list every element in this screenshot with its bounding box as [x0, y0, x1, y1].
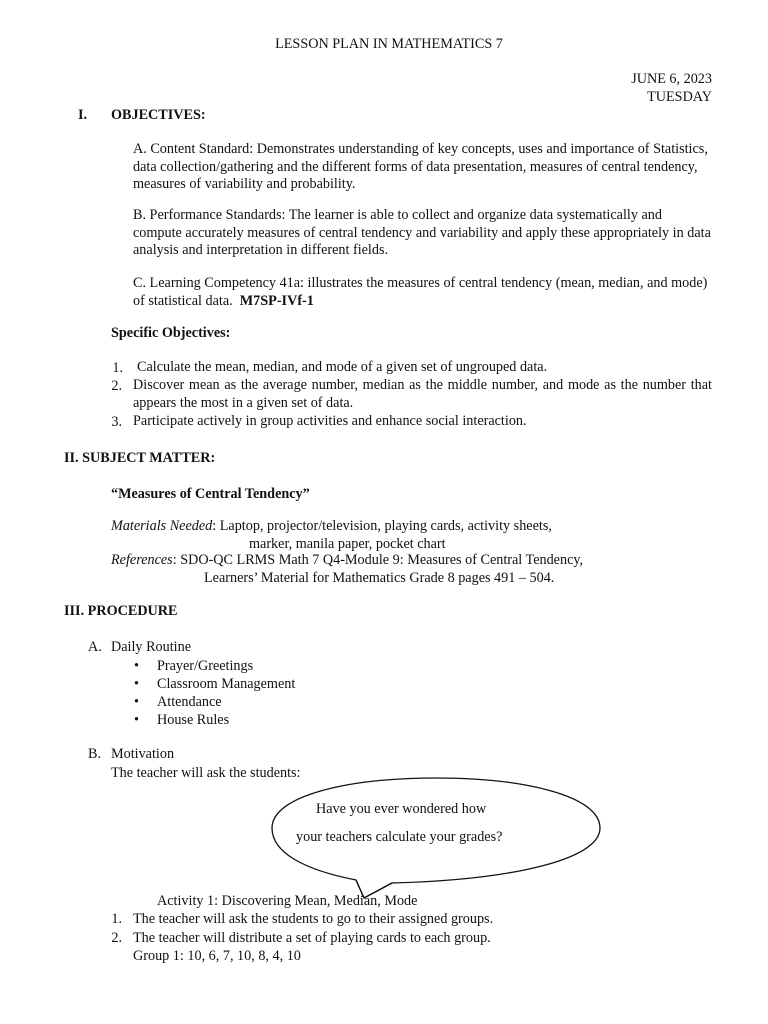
specific-objectives-heading: Specific Objectives: [111, 325, 231, 341]
bullet-icon: • [134, 658, 139, 674]
bullet-icon: • [134, 694, 139, 710]
daily-routine-letter: A. [88, 639, 102, 655]
motivation-label: Motivation [111, 746, 175, 762]
topic-title: “Measures of Central Tendency” [111, 486, 310, 502]
materials-label: Materials Needed [111, 518, 213, 534]
bubble-question-line-1: Have you ever wondered how [316, 801, 487, 817]
learning-competency-text: C. Learning Competency 41a: illustrates the measures of central tendency (mean, median, and mode) of statistical data. [133, 275, 708, 309]
motivation-intro: The teacher will ask the students: [111, 765, 301, 781]
specific-objective-item: Discover mean as the average number, median as the middle number, and mode as the number that appears the most in a given set of data. [133, 377, 712, 411]
specific-objective-number: 3. [111, 414, 122, 430]
performance-standard: B. Performance Standards: The learner is able to collect and organize data systematically and compute accurately measures of central tendency and variability and apply these appropriately in data analysis and interpretation in different fields. [133, 207, 711, 258]
activity-step-number: 1. [111, 911, 122, 927]
routine-item: Attendance [157, 694, 222, 710]
routine-item: Prayer/Greetings [157, 658, 254, 674]
activity-step: The teacher will distribute a set of playing cards to each group. [133, 930, 491, 946]
lesson-date: JUNE 6, 2023 [631, 71, 712, 87]
document-title: LESSON PLAN IN MATHEMATICS 7 [275, 36, 503, 52]
materials-line-2: marker, manila paper, pocket chart [249, 536, 446, 552]
materials-line-1: : Laptop, projector/television, playing cards, activity sheets, [212, 518, 552, 534]
daily-routine-label: Daily Routine [111, 639, 191, 655]
specific-objective-number: 1. [112, 360, 123, 376]
objectives-heading: OBJECTIVES: [111, 107, 206, 123]
group-1-cards: Group 1: 10, 6, 7, 10, 8, 4, 10 [133, 948, 301, 964]
references-line-2: Learners’ Material for Mathematics Grade 8 pages 491 – 504. [204, 570, 555, 586]
motivation-letter: B. [88, 746, 102, 762]
activity-step: The teacher will ask the students to go to their assigned groups. [133, 911, 494, 927]
lesson-day: TUESDAY [647, 89, 712, 105]
content-standard: A. Content Standard: Demonstrates understanding of key concepts, uses and importance of Statistics, data collection/gathering and the different forms of data presentation, measures of central tendency, measures of variability and probability. [133, 141, 708, 192]
bullet-icon: • [134, 712, 139, 728]
objectives-numeral: I. [78, 107, 88, 123]
specific-objective-item: Participate actively in group activities and enhance social interaction. [133, 413, 527, 429]
bullet-icon: • [134, 676, 139, 692]
references-line-1: : SDO-QC LRMS Math 7 Q4-Module 9: Measures of Central Tendency, [172, 552, 584, 568]
procedure-heading: III. PROCEDURE [64, 603, 178, 619]
routine-item: Classroom Management [157, 676, 296, 692]
bubble-question-line-2: your teachers calculate your grades? [296, 829, 503, 845]
subject-matter-heading: II. SUBJECT MATTER: [64, 450, 216, 466]
routine-item: House Rules [157, 712, 230, 728]
activity-step-number: 2. [111, 930, 122, 946]
references-label: References [111, 552, 173, 568]
specific-objective-number: 2. [111, 378, 122, 394]
activity-title: Activity 1: Discovering Mean, Median, Mode [157, 893, 418, 909]
competency-code: M7SP-IVf-1 [239, 292, 314, 309]
specific-objective-item: Calculate the mean, median, and mode of a given set of ungrouped data. [137, 359, 548, 375]
